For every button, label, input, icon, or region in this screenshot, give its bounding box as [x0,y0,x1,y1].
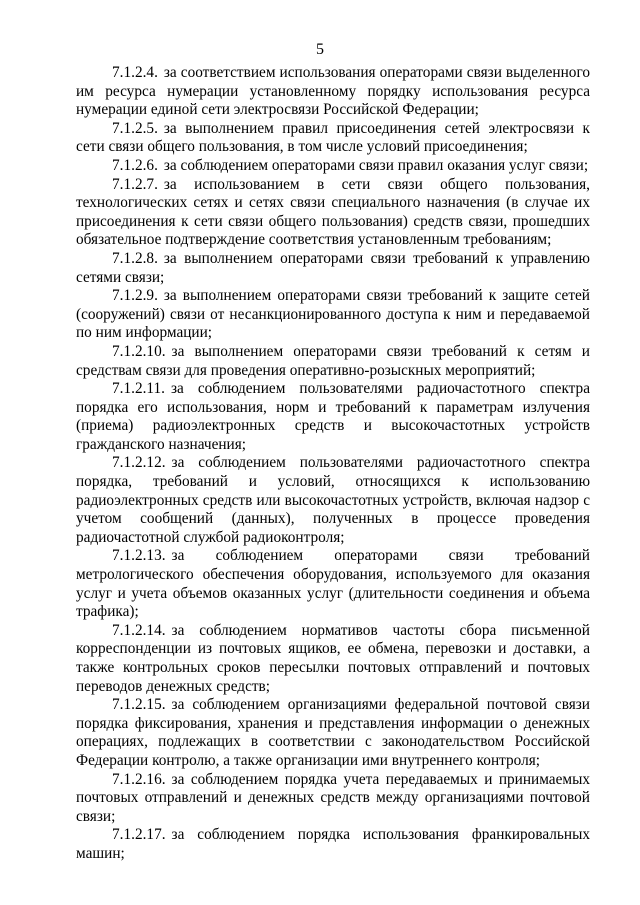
clause-text: за выполнением правил присоединения сетей электросвязи к сети связи общего пользования, в том числе условий присоединения; [76,119,590,156]
clause-number: 7.1.2.12. [112,454,166,472]
paragraph [76,120,590,157]
clause-text: за соблюдением пользователями радиочастотного спектра порядка, требований и условий, относящихся к использованию радиоэлектронных средств или высокочастотных устройств, включая надзор с учетом сообщений (данных), полученных в процессе проведения радиочастотной службой радиоконтроля; [76,454,590,546]
clause-text: за выполнением операторами связи требований к защите сетей (сооружений) связи от несанкционированного доступа к ним и передаваемой по ним информации; [76,287,590,342]
paragraph [76,771,590,827]
clause-text: за соблюдением нормативов частоты сбора письменной корреспонденции из почтовых ящиков, ее обмена, перевозки и доставки, а также контрольных сроков пересылки почтовых отправлений и почтовых переводов денежных средств; [76,621,590,695]
paragraph [76,380,590,454]
paragraph [76,826,590,863]
paragraph [76,64,590,120]
page-number: 5 [316,41,324,58]
clause-number: 7.1.2.8. [112,249,158,267]
clause-text: за соблюдением порядка использования франкировальных машин; [76,826,590,862]
paragraph [76,547,590,621]
clause-text: за выполнением операторами связи требований к сетям и средствам связи для проведения оперативно-розыскных мероприятий; [76,342,590,379]
paragraph [76,250,590,287]
clause-text: за соблюдением организациями федеральной почтовой связи порядка фиксирования, хранения и представления информации о денежных операциях, подлежащих в соответствии с законодательством Российской Федерации контролю, а также организации ими внутреннего контроля; [76,696,590,769]
clause-number: 7.1.2.16. [112,770,166,788]
clause-number: 7.1.2.11. [112,380,165,398]
clause-text: за выполнением операторами связи требований к управлению сетями связи; [76,249,590,286]
paragraph [76,454,590,547]
paragraph [76,696,590,770]
paragraph [76,176,590,250]
paragraph [76,343,590,380]
clause-text: за соблюдением операторами связи требований метрологического обеспечения оборудования, используемого для оказания услуг и учета объемов оказанных услуг (длительности соединения и объема трафика); [76,547,590,621]
clause-number: 7.1.2.7. [112,175,158,193]
clause-text: за использованием в сети связи общего пользования, технологических сетях и сетях связи специального назначения (в случае их присоединения к сети связи общего пользования) средств связи, прошедших обязательное подтверждение соответствия установленным требованиям; [76,175,590,249]
clause-text: за соблюдением пользователями радиочастотного спектра порядка его использования, норм и требований к параметрам излучения (приема) радиоэлектронных средств и высокочастотных устройств гражданского назначения; [76,380,590,453]
clause-number: 7.1.2.4. [112,64,158,81]
clause-number: 7.1.2.14. [112,621,166,639]
clause-text: за соблюдением порядка учета передаваемых и принимаемых почтовых отправлений и денежных средств между организациями почтовой связи; [76,770,590,825]
paragraph [76,287,590,343]
clause-number: 7.1.2.17. [112,826,166,844]
paragraph [76,622,590,696]
clause-number: 7.1.2.6. [112,156,158,174]
clause-number: 7.1.2.15. [112,696,166,714]
paragraph [76,157,590,176]
clause-text: за соответствием использования операторами связи выделенного им ресурса нумерации установленному порядку использования ресурса нумерации единой сети электросвязи Российской Федерации; [76,64,590,119]
clause-number: 7.1.2.13. [112,547,166,565]
clause-number: 7.1.2.9. [112,287,158,305]
document-body [76,64,590,864]
clause-text: за соблюдением операторами связи правил оказания услуг связи; [163,156,589,174]
clause-number: 7.1.2.5. [112,119,158,137]
clause-number: 7.1.2.10. [112,342,166,360]
